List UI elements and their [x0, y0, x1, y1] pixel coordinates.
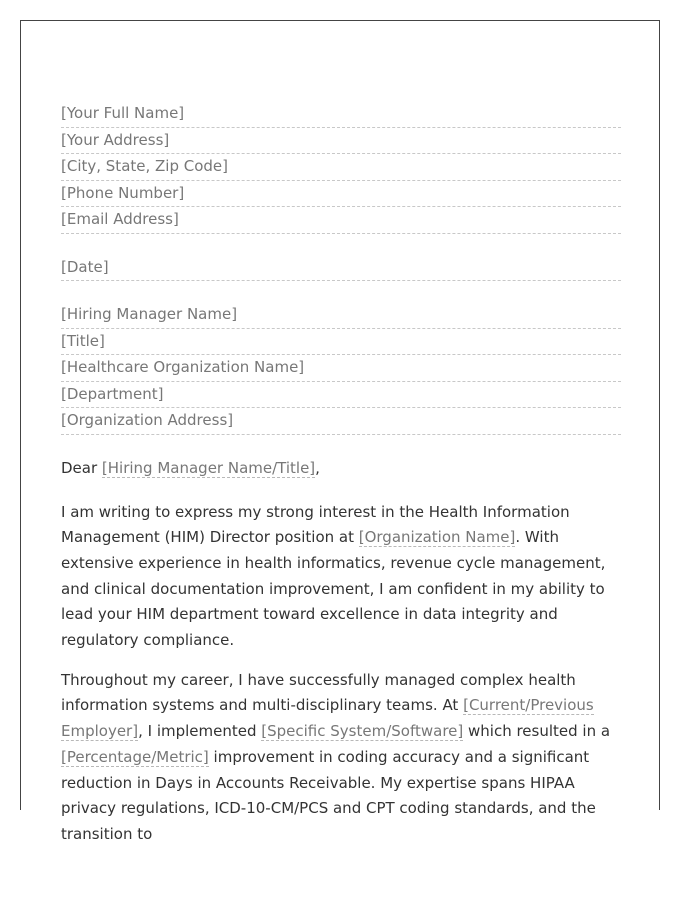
sender-email-field[interactable]: [Email Address] [61, 207, 621, 234]
paragraph-text: which resulted in a [463, 722, 611, 741]
sender-city-state-zip-field[interactable]: [City, State, Zip Code] [61, 154, 621, 181]
sender-address-field[interactable]: [Your Address] [61, 128, 621, 155]
employer-placeholder[interactable]: [Current/Previous Employer] [61, 696, 594, 741]
salutation-prefix: Dear [61, 458, 102, 477]
paragraph-text: Throughout my career, I have successfully managed complex health information systems and multi-disciplinary teams. At [61, 670, 576, 715]
recipient-organization-field[interactable]: [Healthcare Organization Name] [61, 355, 621, 382]
body-paragraph-2 [61, 668, 621, 848]
date-field[interactable]: [Date] [61, 255, 621, 282]
spacer [61, 281, 621, 302]
paragraph-text: improvement in coding accuracy and a significant reduction in Days in Accounts Receivable. My expertise spans HIPAA privacy regulations, ICD-10-CM/PCS and CPT coding standards, and the transition to [61, 747, 596, 843]
spacer [61, 435, 621, 456]
recipient-department-field[interactable]: [Department] [61, 382, 621, 409]
letter-page [20, 20, 660, 843]
paragraph-text: . With extensive experience in health informatics, revenue cycle management, and clinical documentation improvement, I am confident in my ability to lead your HIM department toward excellence in data integrity and regulatory compliance. [61, 528, 606, 650]
salutation [61, 456, 621, 481]
metric-placeholder[interactable]: [Percentage/Metric] [61, 747, 209, 766]
recipient-address-field[interactable]: [Organization Address] [61, 408, 621, 435]
body-paragraph-1 [61, 500, 621, 654]
paragraph-text: I am writing to express my strong interest in the Health Information Management (HIM) Director position at [61, 502, 570, 547]
sender-full-name-field[interactable]: [Your Full Name] [61, 101, 621, 128]
organization-name-placeholder[interactable]: [Organization Name] [358, 528, 516, 547]
recipient-title-field[interactable]: [Title] [61, 329, 621, 356]
salutation-suffix: , [315, 458, 320, 477]
salutation-placeholder[interactable]: [Hiring Manager Name/Title] [101, 458, 316, 477]
letter-content [61, 101, 621, 848]
recipient-name-field[interactable]: [Hiring Manager Name] [61, 302, 621, 329]
paragraph-text: , I implemented [138, 722, 262, 741]
system-software-placeholder[interactable]: [Specific System/Software] [261, 722, 464, 741]
spacer [61, 234, 621, 255]
sender-phone-field[interactable]: [Phone Number] [61, 181, 621, 208]
